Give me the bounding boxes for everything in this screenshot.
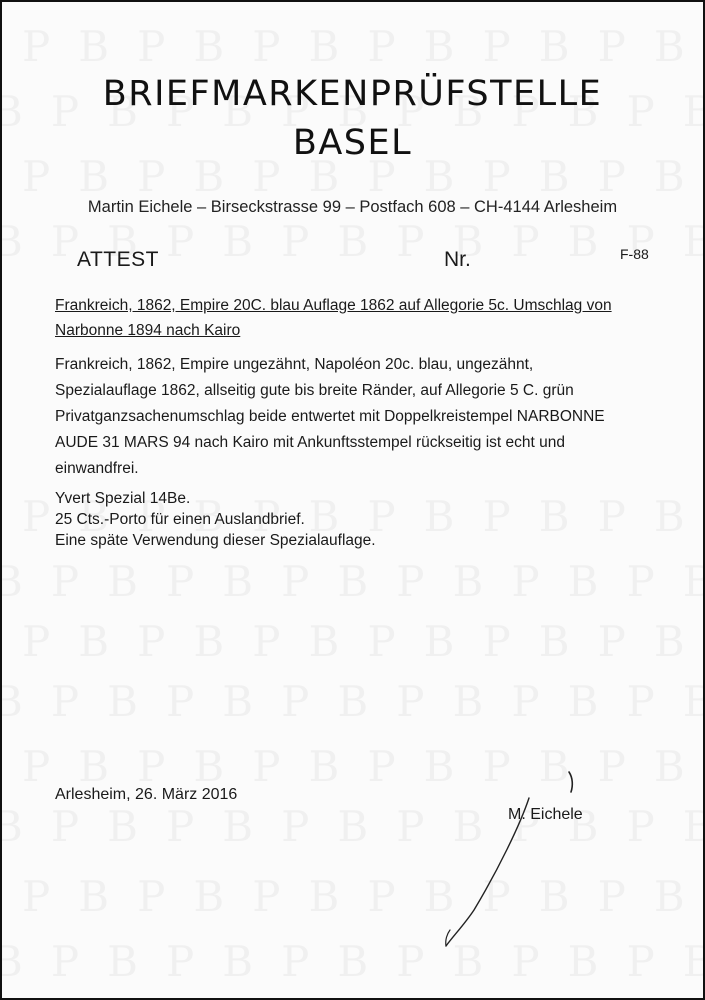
description-line: Spezialauflage 1862, allseitig gute bis breite Ränder, auf Allegorie 5 C. grün: [55, 382, 574, 399]
address-line: Martin Eichele – Birseckstrasse 99 – Postfach 608 – CH-4144 Arlesheim: [87, 198, 618, 216]
handwritten-signature: [432, 770, 582, 950]
note-line: Yvert Spezial 14Be.: [55, 490, 191, 507]
subject-line: Narbonne 1894 nach Kairo: [55, 322, 241, 339]
attest-label: ATTEST: [77, 248, 159, 271]
institution-title: BRIEFMARKENPRÜFSTELLE: [102, 74, 603, 114]
subject-heading: [55, 293, 665, 343]
description-paragraph: [55, 352, 675, 482]
description-line: Privatganzsachenumschlag beide entwertet mit Doppelkreistempel NARBONNE: [55, 408, 605, 425]
note-line: 25 Cts.-Porto für einen Auslandbrief.: [55, 511, 305, 528]
note-line: Eine späte Verwendung dieser Spezialauflage.: [55, 532, 376, 549]
place-and-date: Arlesheim, 26. März 2016: [55, 786, 238, 803]
description-line: Frankreich, 1862, Empire ungezähnt, Napoléon 20c. blau, ungezähnt,: [55, 356, 534, 373]
description-line: AUDE 31 MARS 94 nach Kairo mit Ankunftsstempel rückseitig ist echt und: [55, 434, 566, 451]
reference-number: F-88: [620, 246, 649, 262]
subject-line: Frankreich, 1862, Empire 20C. blau Auflage 1862 auf Allegorie 5c. Umschlag von: [55, 297, 612, 314]
institution-city: BASEL: [292, 123, 413, 163]
notes-block: [55, 488, 376, 551]
signer-name: M. Eichele: [508, 806, 583, 823]
number-label: Nr.: [444, 248, 471, 271]
description-line: einwandfrei.: [55, 460, 139, 477]
